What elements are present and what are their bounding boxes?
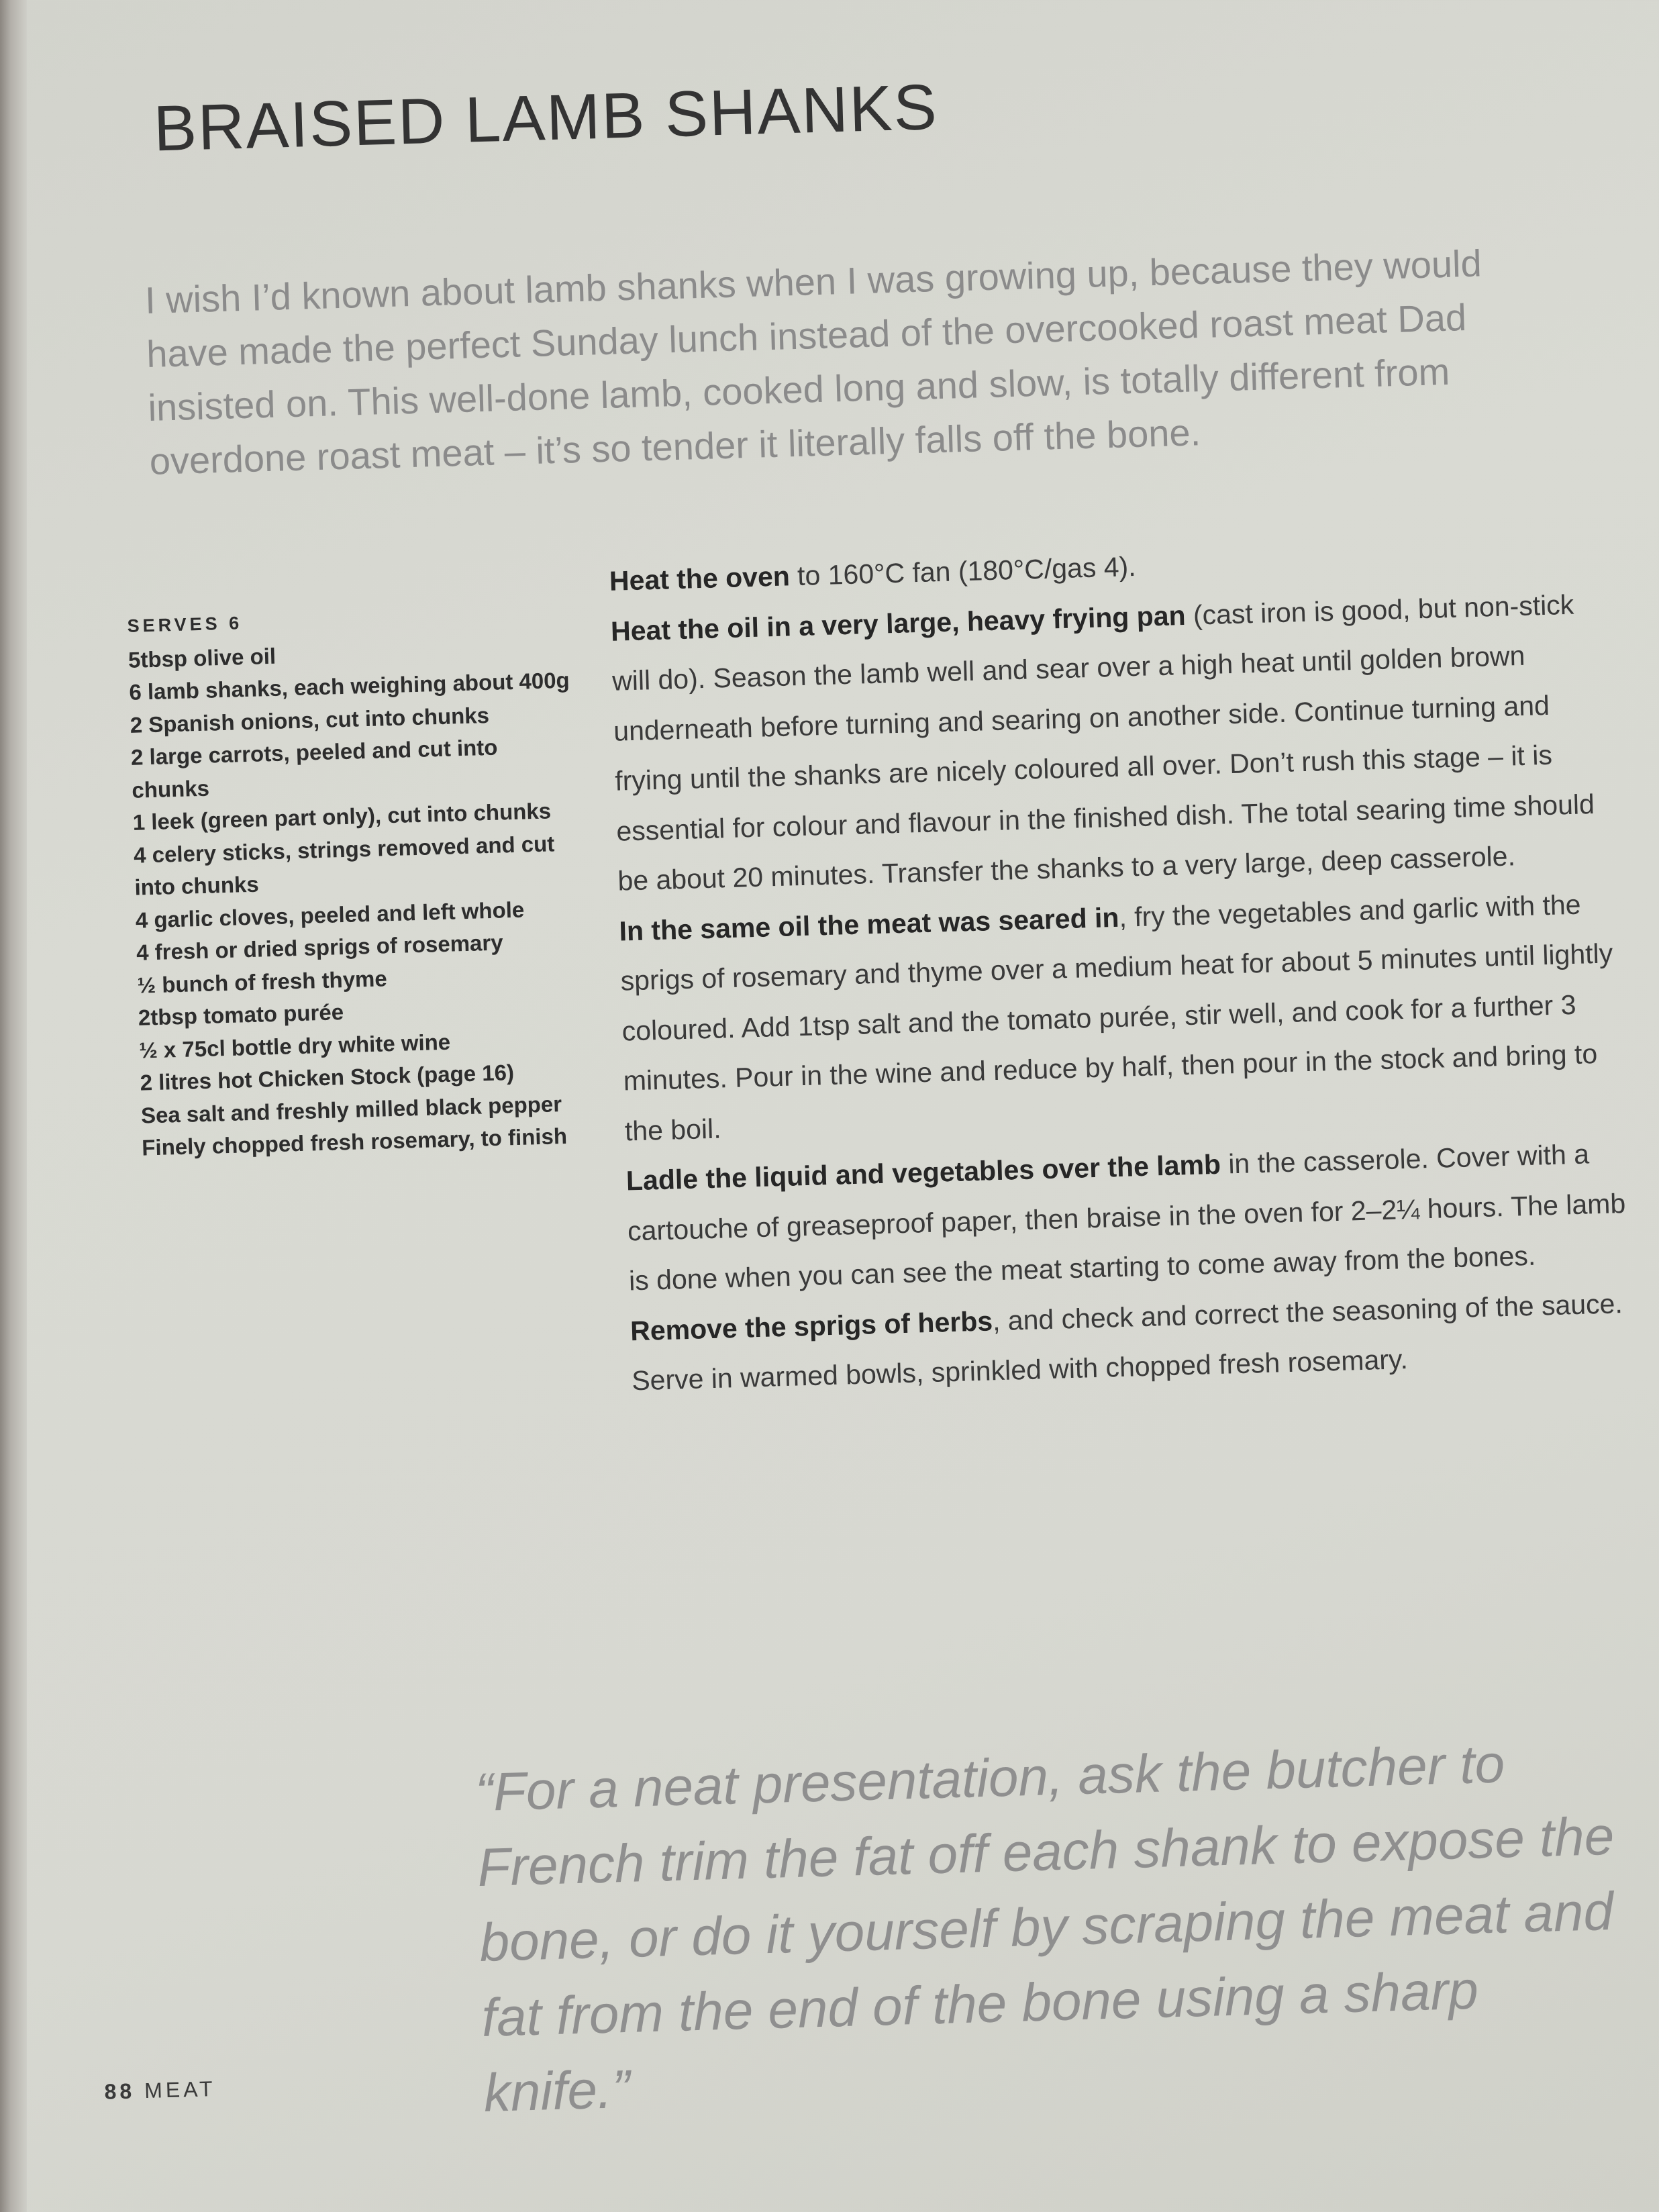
ingredient-item: Finely chopped fresh rosemary, to finish [141, 1123, 568, 1160]
ingredient-item: 4 celery sticks, strings removed and cut into chunks [133, 830, 555, 900]
ingredient-item: 1 leek (green part only), cut into chunks [132, 798, 552, 835]
serves-label: SERVES 6 [127, 613, 243, 636]
page-number: 88 [104, 2078, 136, 2104]
method-step-text: , fry the vegetables and garlic with the sprigs of rosemary and thyme over a medium heat for about 5 minutes until lightly coloured. Add 1tsp salt and the tomato purée, stir well, and cook for a further 3 minutes. Pour in the wine and reduce by half, then pour in the stock and bring to the boil. [620, 889, 1613, 1147]
method-step-text: (cast iron is good, but non-stick will do). Season the lamb well and sear over a high heat until golden brown underneath before turning and searing on another side. Continue turning and frying until the shanks are nicely coloured all over. Don’t rush this stage – it is essential for colour and flavour in the finished dish. The total searing time should be about 20 minutes. Transfer the shanks to a very large, deep casserole. [611, 589, 1595, 897]
recipe-intro: I wish I’d known about lamb shanks when I was growing up, because they would have made the perfect Sunday lunch instead of the overcooked roast meat Dad insisted on. This well-done lamb, cooked long and slow, is totally different from overdone roast meat – it’s so tender it literally falls off the bone. [144, 242, 1482, 483]
method-step-text: , and check and correct the seasoning of the sauce. Serve in warmed bowls, sprinkled with chopped fresh rosemary. [631, 1287, 1623, 1397]
ingredient-item: 4 garlic cloves, peeled and left whole [135, 897, 525, 933]
recipe-title: BRAISED LAMB SHANKS [152, 70, 939, 165]
method-step-lead: Heat the oil in a very large, heavy frying pan [610, 599, 1187, 647]
method-step-lead: In the same oil the meat was seared in [618, 901, 1120, 947]
ingredient-item: 5tbsp olive oil [128, 643, 276, 672]
method-step-lead: Ladle the liquid and vegetables over the lamb [625, 1148, 1221, 1197]
page-footer [104, 2076, 216, 2105]
ingredient-item: 2 litres hot Chicken Stock (page 16) [140, 1060, 515, 1095]
method-step-lead: Heat the oven [609, 560, 791, 597]
method-step [619, 878, 1632, 1156]
chef-tip-quote: “For a neat presentation, ask the butcher to French trim the fat off each shank to expose the bone, or do it yourself by scraping the meat and fat from the end of the bone using a sharp knife.” [474, 1733, 1615, 2123]
method-step [625, 1128, 1636, 1306]
section-label: MEAT [144, 2076, 217, 2103]
ingredient-item: Sea salt and freshly milled black pepper [140, 1091, 562, 1128]
method-step-text: to 160°C fan (180°C/gas 4). [789, 550, 1137, 592]
ingredients-list [127, 598, 585, 1165]
ingredient-item: 2 Spanish onions, cut into chunks [130, 702, 490, 738]
ingredient-item: ½ x 75cl bottle dry white wine [138, 1029, 451, 1063]
ingredient-item: 6 lamb shanks, each weighing about 400g [128, 667, 570, 705]
method-step-text: in the casserole. Cover with a cartouche of greaseproof paper, then braise in the oven for 2–2¼ hours. The lamb is done when you can see the meat starting to come away from the bones. [627, 1138, 1626, 1297]
ingredient-item: 2tbsp tomato purée [138, 999, 344, 1030]
method-step [610, 578, 1625, 906]
method-step-lead: Remove the sprigs of herbs [630, 1305, 993, 1346]
ingredient-item: 4 fresh or dried sprigs of rosemary [136, 929, 504, 965]
method-steps [609, 528, 1639, 1406]
ingredient-item: ½ bunch of fresh thyme [137, 965, 388, 998]
ingredient-item: 2 large carrots, peeled and cut into chunks [130, 734, 498, 803]
